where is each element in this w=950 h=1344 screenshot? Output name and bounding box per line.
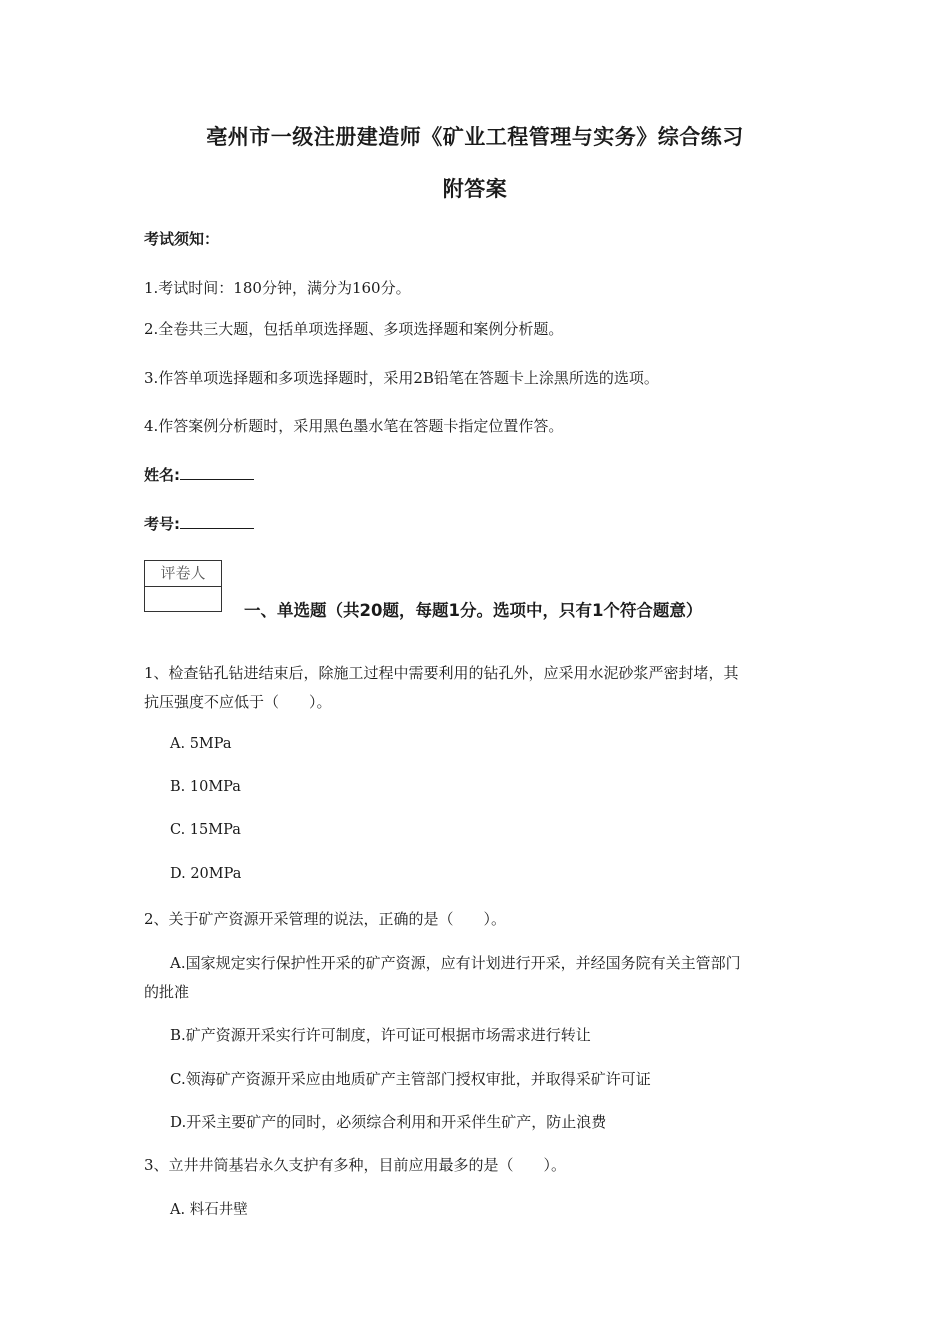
question-stem: 1、检查钻孔钻进结束后，除施工过程中需要利用的钻孔外，应采用水泥砂浆严密封堵，其	[144, 664, 739, 682]
notice-item: 4.作答案例分析题时，采用黑色墨水笔在答题卡指定位置作答。	[144, 417, 564, 435]
notice-item: 1.考试时间：180分钟，满分为160分。	[144, 279, 411, 297]
option-item: A.国家规定实行保护性开采的矿产资源，应有计划进行开采，并经国务院有关主管部门	[170, 954, 741, 972]
name-field	[144, 464, 254, 485]
exam-id-field	[144, 513, 254, 534]
option-item: D. 20MPa	[170, 866, 242, 882]
option-item: D.开采主要矿产的同时，必须综合利用和开采伴生矿产，防止浪费	[170, 1113, 607, 1131]
option-item: A. 料石井壁	[170, 1202, 248, 1218]
question-stem: 3、立井井筒基岩永久支护有多种，目前应用最多的是（ ）。	[144, 1156, 567, 1174]
notice-item: 3.作答单项选择题和多项选择题时，采用2B铅笔在答题卡上涂黑所选的选项。	[144, 369, 659, 387]
exam-id-blank-line	[180, 514, 254, 529]
name-label: 姓名:	[144, 466, 180, 484]
option-item-continued: 的批准	[144, 983, 190, 1001]
document-title-line2: 附答案	[442, 177, 508, 201]
name-blank-line	[180, 465, 254, 480]
section-title: 一、单选题（共20题，每题1分。选项中，只有1个符合题意）	[244, 601, 703, 620]
option-item: B.矿产资源开采实行许可制度，许可证可根据市场需求进行转让	[170, 1026, 591, 1044]
option-item: B. 10MPa	[170, 779, 241, 795]
question-stem: 抗压强度不应低于（ ）。	[144, 693, 332, 711]
notice-item: 2.全卷共三大题，包括单项选择题、多项选择题和案例分析题。	[144, 320, 564, 338]
option-item: A. 5MPa	[170, 736, 232, 752]
option-item: C. 15MPa	[170, 822, 241, 838]
grader-label: 评卷人	[145, 561, 221, 587]
document-title-line1: 亳州市一级注册建造师《矿业工程管理与实务》综合练习	[206, 125, 744, 149]
exam-id-label: 考号:	[144, 515, 180, 533]
notice-heading: 考试须知：	[144, 230, 220, 248]
option-item: C.领海矿产资源开采应由地质矿产主管部门授权审批，并取得采矿许可证	[170, 1070, 651, 1088]
grader-box	[144, 560, 222, 612]
question-stem: 2、关于矿产资源开采管理的说法，正确的是（ ）。	[144, 910, 507, 928]
